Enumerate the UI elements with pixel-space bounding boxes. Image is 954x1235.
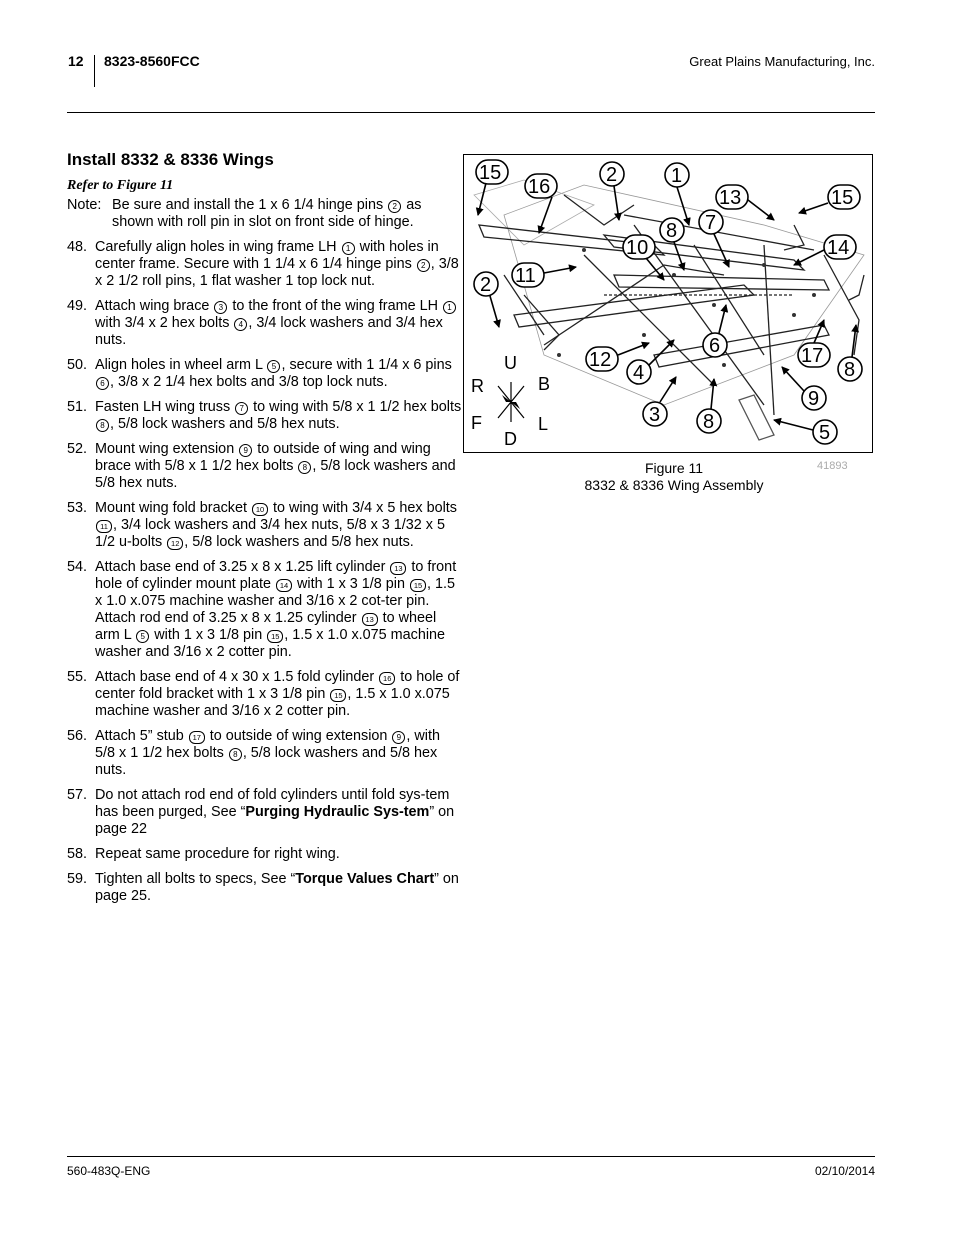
callout-ref: 7	[235, 402, 248, 415]
svg-text:11: 11	[515, 265, 536, 287]
svg-text:14: 14	[827, 237, 850, 259]
callout-11	[512, 263, 576, 287]
step-number: 59.	[67, 871, 88, 887]
callout-2b	[474, 272, 499, 327]
step-text: with 3/4 x 2 hex bolts	[95, 315, 230, 331]
step-text: Fasten LH wing truss	[95, 399, 231, 415]
wing-assembly-figure	[463, 154, 873, 453]
svg-text:8: 8	[666, 220, 678, 242]
svg-text:16: 16	[528, 176, 551, 198]
callout-ref: 13	[390, 562, 406, 575]
callout-ref: 12	[167, 537, 183, 550]
footer-rule	[67, 1156, 875, 1157]
step-text: , 3/8 x 2 1/2 roll pins, 1 flat washer 1 top lock nut.	[95, 256, 459, 289]
step-text: Tighten all bolts to specs, See “	[95, 871, 296, 887]
page-number: 12	[68, 53, 84, 69]
step-54	[67, 559, 463, 661]
step-text: ” on page 22	[95, 804, 455, 837]
callout-1	[665, 163, 689, 225]
svg-text:8: 8	[703, 411, 715, 433]
step-text: ” on page 25.	[95, 871, 459, 904]
step-text: to outside of wing extension	[209, 728, 388, 744]
step-text: with 1 x 3 1/8 pin	[297, 576, 405, 592]
company-name: Great Plains Manufacturing, Inc.	[689, 54, 875, 69]
step-52	[67, 441, 463, 492]
callout-3	[643, 377, 676, 426]
step-number: 49.	[67, 298, 88, 314]
step-number: 48.	[67, 239, 88, 255]
callout-ref: 5	[267, 360, 280, 373]
svg-text:13: 13	[719, 187, 742, 209]
svg-text:15: 15	[479, 162, 502, 184]
svg-text:10: 10	[626, 237, 649, 259]
step-text: , 5/8 lock washers and 5/8 hex nuts.	[110, 416, 340, 432]
header-divider	[94, 55, 95, 87]
callout-5	[774, 420, 837, 444]
step-48	[67, 239, 463, 290]
step-text: Attach base end of 4 x 30 x 1.5 fold cylinder	[95, 669, 375, 685]
callout-ref: 14	[276, 579, 292, 592]
compass-down: D	[504, 429, 517, 449]
callout-15b	[799, 185, 860, 213]
step-text: , with 5/8 x 1 1/2 hex bolts	[95, 728, 440, 761]
figure-caption-title: 8332 & 8336 Wing Assembly	[584, 477, 764, 493]
note-label: Note:	[67, 197, 102, 213]
callout-ref: 1	[342, 242, 355, 255]
note	[67, 197, 463, 231]
step-number: 52.	[67, 441, 88, 457]
compass-up: U	[504, 353, 517, 373]
note-text: as shown with roll pin in slot on front side of hinge.	[112, 197, 422, 230]
callout-ref: 5	[136, 630, 149, 643]
callout-ref: 15	[330, 689, 346, 702]
cross-reference: Purging Hydraulic Sys-tem	[245, 804, 430, 820]
callout-ref: 8	[298, 461, 311, 474]
step-number: 53.	[67, 500, 88, 516]
document-date: 02/10/2014	[814, 1164, 875, 1178]
svg-text:5: 5	[819, 422, 831, 444]
step-text: to outside of wing and wing brace with 5/8 x 1 1/2 hex bolts	[95, 441, 431, 474]
step-text: with 1 x 3 1/8 pin	[154, 627, 263, 643]
step-text: , 1.5 x 1.0 x.075 machine washer and 3/16 x 2 cotter pin.	[95, 627, 446, 660]
callout-ref: 8	[96, 419, 109, 432]
callout-6	[703, 305, 727, 357]
step-text: , 3/4 lock washers and 3/4 hex nuts, 5/8 x 3 1/32 x 5 1/2 u-bolts	[95, 517, 445, 550]
callout-ref: 11	[96, 520, 112, 533]
callout-16	[525, 174, 557, 233]
step-53	[67, 500, 463, 551]
step-55	[67, 669, 463, 720]
callout-ref: 6	[96, 377, 109, 390]
callout-ref: 9	[239, 444, 252, 457]
callout-ref: 15	[267, 630, 283, 643]
model-number: 8323-8560FCC	[104, 53, 200, 69]
step-text: with holes in center frame. Secure with 1 1/4 x 6 1/4 hinge pins	[95, 239, 439, 272]
step-text: , 5/8 lock washers and 5/8 hex nuts.	[95, 745, 438, 778]
callout-ref: 15	[410, 579, 426, 592]
step-text: Repeat same procedure for right wing.	[95, 846, 340, 862]
callout-ref: 2	[388, 200, 401, 213]
callout-ref: 16	[379, 672, 395, 685]
figure-caption-number: Figure 11	[644, 460, 704, 476]
step-text: Mount wing extension	[95, 441, 235, 457]
svg-text:4: 4	[633, 362, 645, 384]
callout-ref: 10	[252, 503, 268, 516]
svg-text:15: 15	[831, 187, 854, 209]
compass-front: F	[471, 413, 482, 433]
step-number: 54.	[67, 559, 88, 575]
callout-4	[627, 340, 674, 384]
step-49	[67, 298, 463, 349]
cross-reference: Torque Values Chart	[295, 871, 435, 887]
step-text: , 1.5 x 1.0 x.075 machine washer and 3/16 x 2 cot-ter pin. Attach rod end of 3.25 x 8 x 1.25 cylinder	[95, 576, 456, 626]
figure-id: 41893	[817, 460, 848, 472]
step-text: , 3/4 lock washers and 3/4 hex nuts.	[95, 315, 443, 348]
orientation-compass	[471, 353, 550, 449]
callout-ref: 3	[214, 301, 227, 314]
svg-text:1: 1	[671, 165, 683, 187]
step-number: 51.	[67, 399, 88, 415]
svg-text:12: 12	[589, 349, 612, 371]
step-58	[67, 846, 463, 863]
svg-text:8: 8	[844, 359, 856, 381]
compass-back: B	[538, 374, 551, 394]
instruction-text	[67, 197, 463, 913]
callout-14	[794, 235, 856, 265]
compass-right: R	[471, 376, 484, 396]
svg-text:3: 3	[649, 404, 661, 426]
callout-ref: 8	[229, 748, 242, 761]
step-text: to the front of the wing frame LH	[232, 298, 438, 314]
callout-8b	[838, 325, 862, 381]
step-56	[67, 728, 463, 779]
document-number: 560-483Q-ENG	[67, 1164, 151, 1178]
step-text: Attach 5” stub	[95, 728, 184, 744]
step-51	[67, 399, 463, 433]
callout-ref: 9	[392, 731, 405, 744]
step-text: , 5/8 lock washers and 5/8 hex nuts.	[184, 534, 414, 550]
step-number: 50.	[67, 357, 88, 373]
svg-text:9: 9	[808, 388, 820, 410]
svg-text:2: 2	[606, 164, 618, 186]
step-text: , 1.5 x 1.0 x.075 machine washer and 3/16 x 2 cotter pin.	[95, 686, 450, 719]
step-50	[67, 357, 463, 391]
step-text: to hole of center fold bracket with 1 x 3 1/8 pin	[95, 669, 460, 702]
svg-text:17: 17	[801, 345, 824, 367]
header-rule	[67, 112, 875, 113]
callout-9	[782, 367, 826, 410]
step-text: , 5/8 lock washers and 5/8 hex nuts.	[95, 458, 456, 491]
step-text: Attach base end of 3.25 x 8 x 1.25 lift cylinder	[95, 559, 386, 575]
callout-15a	[476, 160, 508, 215]
step-text: to wing with 5/8 x 1 1/2 hex bolts	[253, 399, 462, 415]
step-text: to front hole of cylinder mount plate	[95, 559, 457, 592]
step-number: 58.	[67, 846, 88, 862]
figure-reference: Refer to Figure 11	[67, 178, 174, 193]
callout-ref: 1	[443, 301, 456, 314]
step-text: Mount wing fold bracket	[95, 500, 247, 516]
callout-8c	[697, 379, 721, 433]
step-text: , 3/8 x 2 1/4 hex bolts and 3/8 top lock nuts.	[110, 374, 388, 390]
step-text: to wing with 3/4 x 5 hex bolts	[272, 500, 457, 516]
svg-text:7: 7	[705, 212, 717, 234]
step-text: Do not attach rod end of fold cylinders until fold sys-tem has been purged, See “	[95, 787, 450, 820]
step-number: 55.	[67, 669, 88, 685]
step-number: 56.	[67, 728, 88, 744]
step-text: , secure with 1 1/4 x 6 pins	[281, 357, 452, 373]
step-59	[67, 871, 463, 905]
section-title: Install 8332 & 8336 Wings	[67, 150, 274, 169]
step-text: to wheel arm L	[95, 610, 437, 643]
step-text: Align holes in wheel arm L	[95, 357, 263, 373]
compass-left: L	[538, 414, 549, 434]
callout-ref: 4	[234, 318, 247, 331]
step-text: Attach wing brace	[95, 298, 210, 314]
step-57	[67, 787, 463, 838]
callout-13	[716, 185, 774, 220]
callout-ref: 2	[417, 259, 430, 272]
callout-ref: 13	[362, 613, 378, 626]
step-text: Carefully align holes in wing frame LH	[95, 239, 337, 255]
step-number: 57.	[67, 787, 88, 803]
note-text: Be sure and install the 1 x 6 1/4 hinge pins	[112, 197, 384, 213]
callouts	[474, 160, 862, 444]
callout-ref: 17	[189, 731, 205, 744]
svg-text:6: 6	[709, 335, 721, 357]
svg-text:2: 2	[480, 274, 492, 296]
wing-assembly-drawing	[464, 155, 872, 452]
